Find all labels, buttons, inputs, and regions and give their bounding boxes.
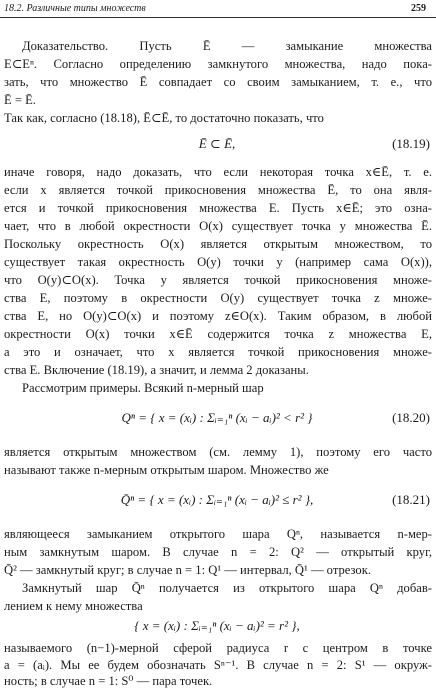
text-line: E⊂Eⁿ. Согласно определению замкнутого множества, надо пока- <box>4 57 432 71</box>
text-line: Q̄² — замкнутый круг; в случае n = 1: Q¹ — интервал, Q̄¹ — отрезок. <box>4 563 371 577</box>
text-line: лением к нему множества <box>4 599 143 613</box>
text-line: а это и означает, что x является точкой прикосновения множе- <box>4 345 432 359</box>
text-line: окрестности O(x) точки x∈Ē содержится точка z множества E, <box>4 327 432 341</box>
text-line: чает, что в любой окрестности O(x) существует точка y множества Ē. <box>4 219 432 233</box>
formula-expression: Q̄ⁿ = { x = (xᵢ) : Σᵢ₌₁ⁿ (xᵢ − aᵢ)² ≤ r² }, <box>120 492 314 507</box>
text-line: иначе говоря, надо доказать, что если некоторая точка x∈Ē, т. е. <box>4 165 432 179</box>
header-rule <box>0 17 436 18</box>
formula-18-21 <box>4 482 430 518</box>
formula-18-20 <box>4 400 430 436</box>
formula-expression: { x = (xᵢ) : Σᵢ₌₁ⁿ (xᵢ − aᵢ)² = r² }, <box>134 618 300 633</box>
text-line: ства E, поэтому в окрестности O(y) существует точка z множе- <box>4 291 432 305</box>
equation-number: (18.21) <box>392 492 430 507</box>
text-line: ства E. Включение (18.19), а значит, и лемма 2 доказаны. <box>4 363 309 377</box>
text-line: Поскольку окрестность O(x) является открытым множеством, то <box>4 237 432 251</box>
text-line: является открытым множеством (см. лемму 1), поэтому его часто <box>4 445 432 459</box>
text-line: являющееся замыканием открытого шара Qⁿ, называется n-мер- <box>4 527 432 541</box>
text-line: существует такая окрестность O(y) точки y (например сама O(x)), <box>4 255 432 269</box>
text-line: Доказательство. Пусть Ē — замыкание множества <box>22 39 432 53</box>
page-number: 259 <box>411 3 426 14</box>
equation-number: (18.20) <box>392 410 430 425</box>
text-line: называемого (n−1)-мерной сферой радиуса r с центром в точке <box>4 641 432 655</box>
formula-sphere <box>4 612 430 642</box>
text-line: Замкнутый шар Q̄ⁿ получается из открытого шара Qⁿ добав- <box>22 581 432 595</box>
text-line: если x является точкой прикосновения множества Ē, то она явля- <box>4 183 432 197</box>
text-line: ется и точкой прикосновения множества E. Пусть x∈Ē; это озна- <box>4 201 432 215</box>
formula-expression: Qⁿ = { x = (xᵢ) : Σᵢ₌₁ⁿ (xᵢ − aᵢ)² < r² } <box>121 410 313 425</box>
text-line: Ē = Ē. <box>4 93 36 107</box>
text-line: ства E, но O(y)⊂O(x) и поэтому z∈O(x). Таким образом, в любой <box>4 309 432 323</box>
text-line: ным замкнутым шаром. В случае n = 2: Q² — открытый круг, <box>4 545 432 559</box>
text-line: Так как, согласно (18.18), Ē⊂Ē, то достаточно показать, что <box>4 111 324 125</box>
formula-18-19 <box>4 130 430 160</box>
text-line: a = (aᵢ). Мы ее будем обозначать Sⁿ⁻¹. В случае n = 2: S¹ — окруж- <box>4 658 432 672</box>
text-line: ность; в случае n = 1: S⁰ — пара точек. <box>4 674 213 688</box>
text-line: Рассмотрим примеры. Всякий n-мерный шар <box>22 381 264 395</box>
text-line: что O(y)⊂O(x). Точка y является точкой прикосновения множе- <box>4 273 432 287</box>
formula-expression: Ē ⊂ Ē, <box>198 136 236 151</box>
text-line: называют также n-мерным открытым шаром. Множество же <box>4 463 329 477</box>
running-header <box>4 3 426 17</box>
equation-number: (18.19) <box>392 136 430 151</box>
section-title: 18.2. Различные типы множеств <box>4 3 146 14</box>
text-line: зать, что множество Ē совпадает со своим замыканием, т. е., что <box>4 75 432 89</box>
